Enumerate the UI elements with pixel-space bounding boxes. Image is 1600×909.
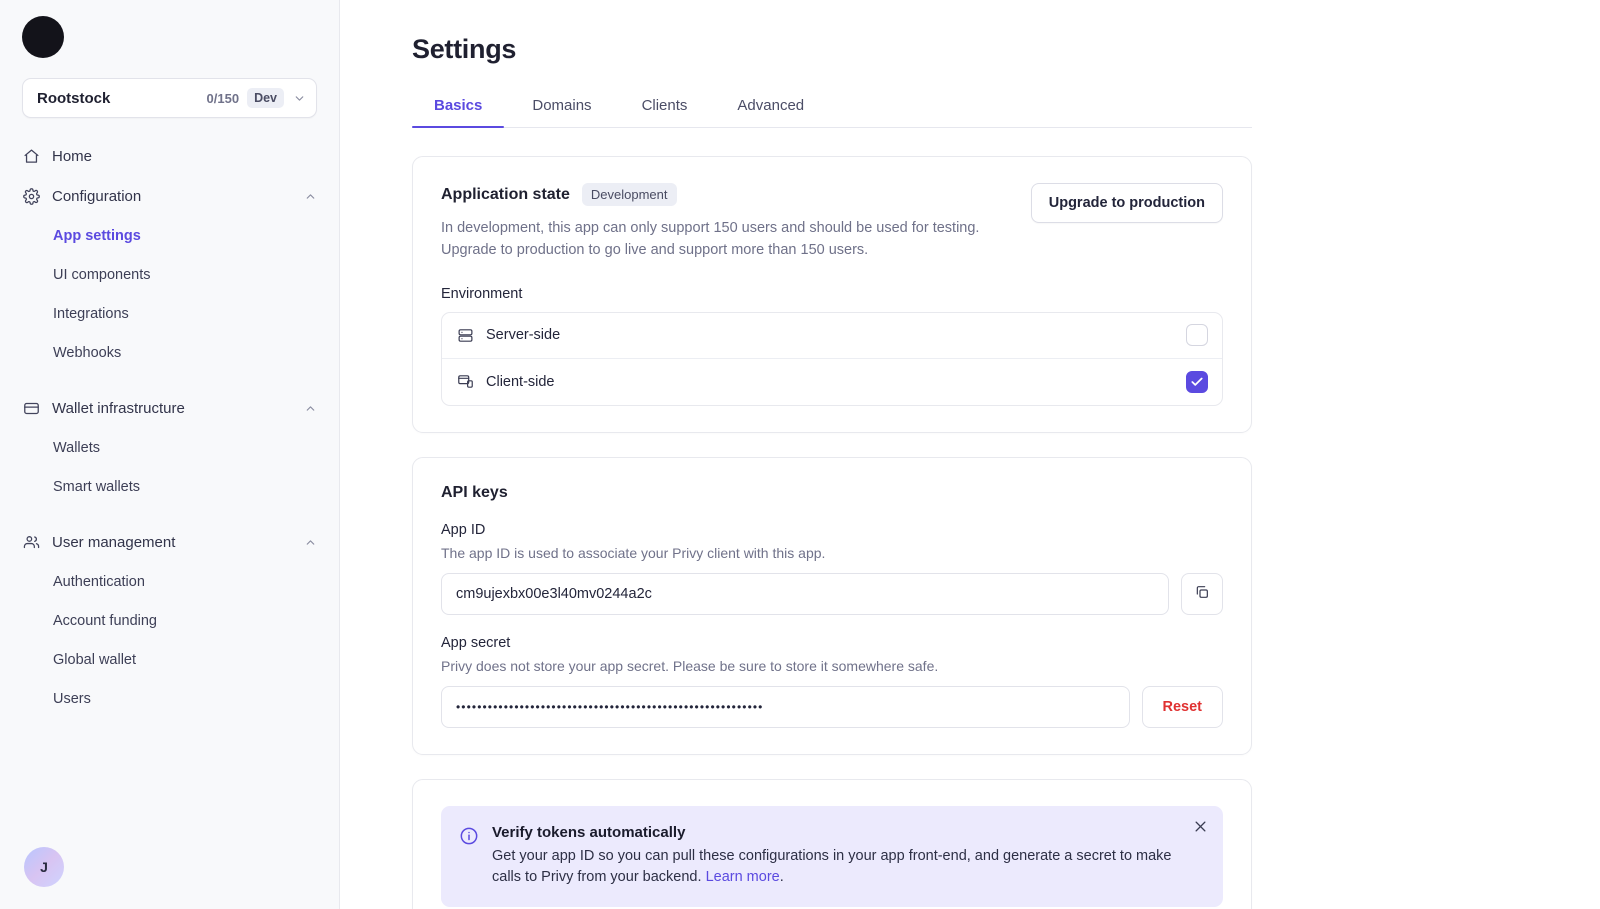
sidebar-item-label: Smart wallets	[53, 478, 141, 495]
tab-label: Domains	[532, 97, 592, 114]
sidebar-item-label: Global wallet	[53, 651, 137, 668]
home-icon	[22, 147, 40, 165]
app-id-row	[441, 573, 1223, 615]
learn-more-link[interactable]: Learn more	[705, 869, 780, 886]
tab-basics[interactable]	[412, 87, 504, 127]
application-state-card	[412, 156, 1252, 433]
sidebar-item-label: Wallet infrastructure	[52, 399, 185, 417]
sidebar-item-label: Integrations	[53, 305, 129, 322]
sidebar-item-wallet-infrastructure[interactable]	[0, 388, 339, 428]
nav-spacer	[0, 506, 339, 522]
wallet-icon	[22, 399, 40, 417]
callout-card	[412, 779, 1252, 909]
nav-spacer	[0, 372, 339, 388]
sidebar-item-home[interactable]	[0, 136, 339, 176]
gear-icon	[22, 187, 40, 205]
tab-domains[interactable]	[510, 87, 613, 127]
chevron-up-icon[interactable]	[303, 189, 317, 203]
application-state-title-row	[441, 183, 1001, 206]
app-id-label: App ID	[441, 521, 486, 538]
environment-name: Server-side	[486, 327, 561, 343]
info-icon	[459, 826, 479, 846]
api-keys-card	[412, 457, 1252, 755]
sidebar-item-authentication[interactable]	[0, 562, 339, 601]
browser-icon	[456, 373, 474, 391]
application-state-text	[441, 183, 1001, 262]
app-id-input[interactable]	[441, 573, 1169, 615]
application-state-header	[441, 183, 1223, 262]
settings-tabs	[412, 87, 1252, 128]
callout-body	[492, 846, 1182, 890]
sidebar-item-label: Authentication	[53, 573, 145, 590]
status-badge: Development	[582, 183, 677, 206]
app-id-helper: The app ID is used to associate your Privy client with this app.	[441, 544, 826, 561]
app-switcher-name: Rootstock	[37, 89, 111, 107]
tab-label: Clients	[641, 97, 688, 114]
callout-text	[492, 824, 1182, 890]
settings-container	[412, 34, 1252, 909]
sidebar-item-webhooks[interactable]	[0, 333, 339, 372]
sidebar-subnav-wallet	[0, 428, 339, 506]
tab-clients[interactable]	[620, 87, 710, 127]
app-switcher-usage: 0/150	[206, 90, 240, 106]
users-icon	[22, 533, 40, 551]
chevron-down-icon	[292, 91, 306, 105]
tab-label: Advanced	[737, 97, 805, 114]
copy-app-id-button[interactable]	[1181, 573, 1223, 615]
page-title: Settings	[412, 34, 517, 64]
chevron-up-icon[interactable]	[303, 401, 317, 415]
upgrade-to-production-button[interactable]: Upgrade to production	[1031, 183, 1223, 223]
environment-checkbox-client-side[interactable]	[1186, 371, 1208, 393]
callout-body-text: Get your app ID so you can pull these configurations in your app front-end, and generate a secret to make calls to Privy from your backend.	[492, 847, 1172, 886]
avatar-initial: J	[24, 847, 64, 887]
sidebar-item-smart-wallets[interactable]	[0, 467, 339, 506]
callout-body-tail: .	[779, 869, 784, 886]
sidebar-item-label: UI components	[53, 266, 151, 283]
card-title: Application state	[441, 185, 570, 203]
sidebar-subnav-user-management	[0, 562, 339, 718]
sidebar-item-ui-components[interactable]	[0, 255, 339, 294]
sidebar-item-account-funding[interactable]	[0, 601, 339, 640]
application-state-description: In development, this app can only support 150 users and should be used for testing. Upgrade to production to go live and support more than 150 users.	[441, 220, 980, 258]
sidebar-item-user-management[interactable]	[0, 522, 339, 562]
sidebar	[0, 0, 340, 909]
environment-label: Environment	[441, 285, 523, 302]
app-switcher[interactable]	[22, 78, 317, 118]
chevron-up-icon[interactable]	[303, 535, 317, 549]
tab-advanced[interactable]	[715, 87, 826, 127]
sidebar-item-users[interactable]	[0, 679, 339, 718]
sidebar-item-global-wallet[interactable]	[0, 640, 339, 679]
environment-name: Client-side	[486, 373, 555, 390]
app-secret-label: App secret	[441, 634, 511, 651]
logo[interactable]	[0, 0, 339, 64]
sidebar-item-label: Configuration	[52, 187, 142, 205]
verify-tokens-callout	[441, 806, 1223, 908]
copy-icon	[1194, 584, 1210, 603]
sidebar-item-configuration[interactable]	[0, 176, 339, 216]
sidebar-item-wallets[interactable]	[0, 428, 339, 467]
sidebar-item-label: Home	[52, 147, 93, 165]
environment-row-server-side[interactable]	[442, 313, 1222, 359]
sidebar-item-label: Users	[53, 690, 91, 707]
app-secret-value[interactable]: ••••••••••••••••••••••••••••••••••••••••••••••••••••••••••	[441, 686, 1130, 728]
tab-label: Basics	[434, 97, 483, 114]
sidebar-subnav-configuration	[0, 216, 339, 372]
sidebar-item-label: Wallets	[53, 439, 100, 456]
sidebar-item-app-settings[interactable]	[0, 216, 339, 255]
sidebar-item-label: Account funding	[53, 612, 157, 629]
environment-checkbox-server-side[interactable]	[1186, 324, 1208, 346]
environment-row-client-side[interactable]	[442, 359, 1222, 405]
reset-secret-button[interactable]: Reset	[1142, 686, 1224, 728]
callout-title: Verify tokens automatically	[492, 823, 686, 841]
sidebar-item-label: Webhooks	[53, 344, 122, 361]
app-secret-row	[441, 686, 1223, 728]
app-switcher-env-badge: Dev	[247, 88, 284, 108]
sidebar-item-label: User management	[52, 533, 176, 551]
close-icon[interactable]	[1191, 818, 1209, 836]
privy-logo-icon	[22, 16, 64, 58]
environment-list	[441, 312, 1223, 406]
api-keys-title: API keys	[441, 483, 508, 501]
app-secret-helper: Privy does not store your app secret. Please be sure to store it somewhere safe.	[441, 657, 939, 674]
sidebar-item-label: App settings	[53, 227, 141, 244]
server-icon	[456, 326, 474, 344]
main-content	[340, 0, 1600, 909]
avatar[interactable]	[24, 847, 64, 887]
sidebar-nav	[0, 136, 339, 909]
sidebar-item-integrations[interactable]	[0, 294, 339, 333]
